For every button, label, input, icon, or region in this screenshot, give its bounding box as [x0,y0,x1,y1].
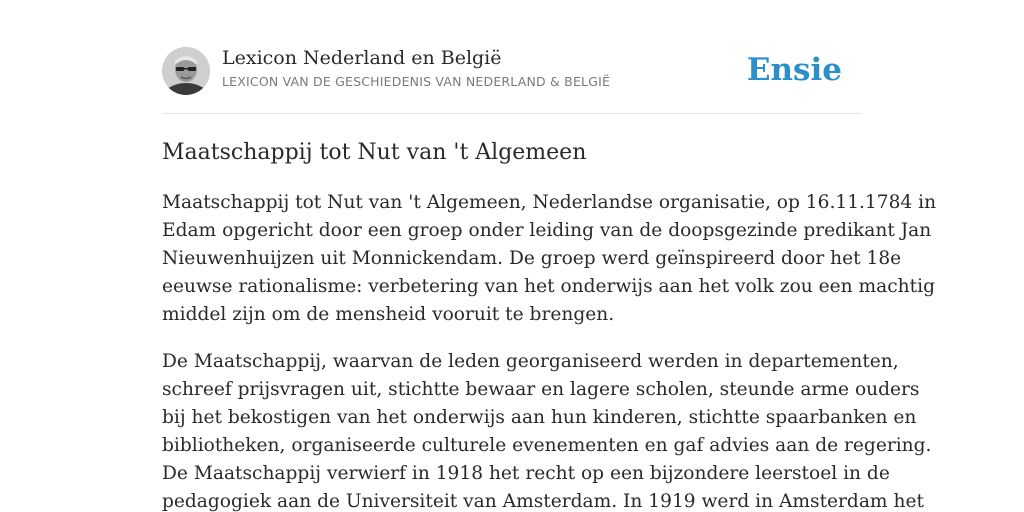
ensie-logo-link[interactable]: Ensie [746,52,842,88]
paragraph-line: eeuwse rationalisme: verbetering van het onderwijs aan het volk zou een machtig [162,276,935,297]
paragraph-line: pedagogiek aan de Universiteit van Amsterdam. In 1919 werd in Amsterdam het [162,491,924,512]
site-header [162,46,862,114]
paragraph-line: Maatschappij tot Nut van 't Algemeen, Nederlandse organisatie, op 16.11.1784 in [162,192,937,213]
avatar-portrait-icon [162,47,210,95]
article-paragraph [162,189,937,329]
article-title: Maatschappij tot Nut van 't Algemeen [162,140,587,165]
paragraph-line: Edam opgericht door een groep onder leiding van de doopsgezinde predikant Jan [162,220,932,241]
paragraph-line: bibliotheken, organiseerde culturele evenementen en gaf advies aan de regering. [162,435,932,456]
article-paragraph [162,348,932,512]
paragraph-line: schreef prijsvragen uit, stichtte bewaar en lagere scholen, steunde arme ouders [162,379,920,400]
site-name[interactable]: Lexicon Nederland en België [222,47,502,69]
paragraph-line: middel zijn om de mensheid vooruit te brengen. [162,304,615,325]
avatar[interactable] [162,47,210,95]
site-subtitle: LEXICON VAN DE GESCHIEDENIS VAN NEDERLAND & BELGIË [222,74,611,89]
paragraph-line: bij het bekostigen van het onderwijs aan hun kinderen, stichtte spaarbanken en [162,407,917,428]
paragraph-line: De Maatschappij verwierf in 1918 het recht op een bijzondere leerstoel in de [162,463,890,484]
paragraph-line: De Maatschappij, waarvan de leden georganiseerd werden in departementen, [162,351,899,372]
article-body [162,189,937,512]
paragraph-line: Nieuwenhuijzen uit Monnickendam. De groep werd geïnspireerd door het 18e [162,248,902,269]
